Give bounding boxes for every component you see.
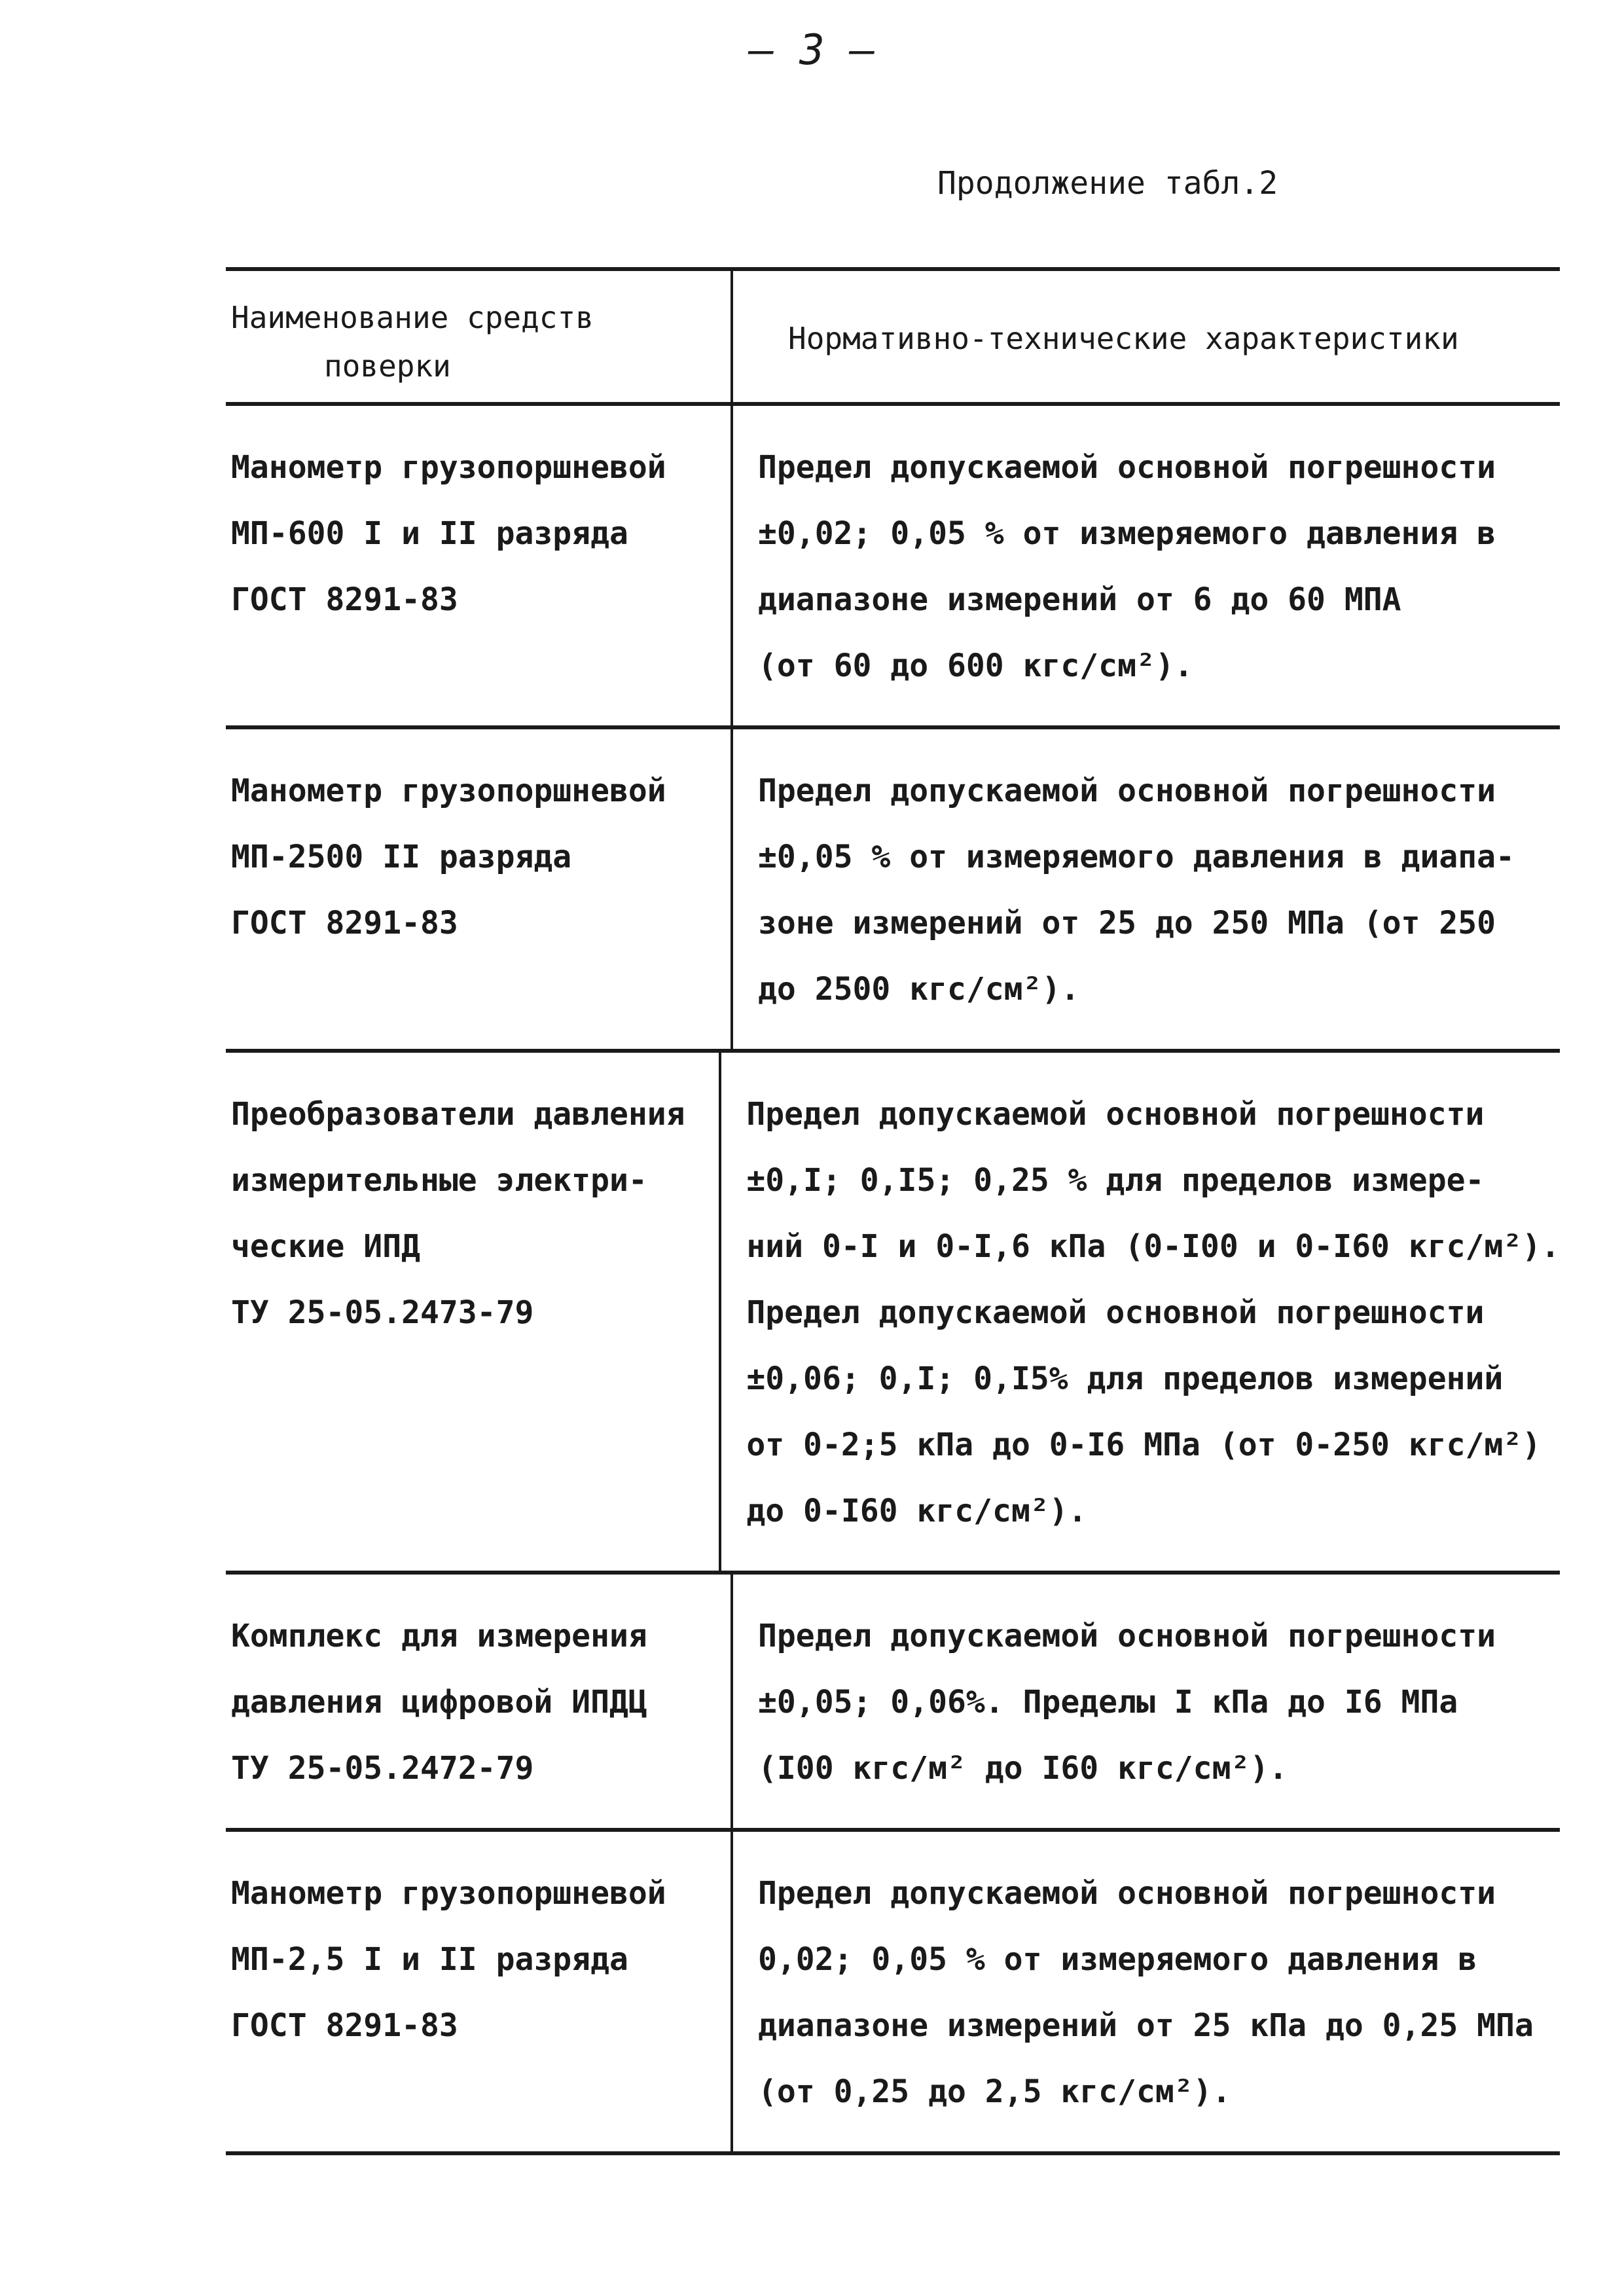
table-row	[226, 1053, 1560, 1575]
instrument-name-line: Манометр грузопоршневой	[231, 773, 666, 809]
verification-means-table	[226, 267, 1560, 2155]
specification-line: ±0,05; 0,06%. Пределы I кПа до I6 МПа	[758, 1684, 1458, 1721]
specification-line: ±0,06; 0,I; 0,I5% для пределов измерений	[746, 1360, 1504, 1397]
specification-line: Предел допускаемой основной погрешности	[758, 449, 1496, 486]
specification-line: от 0-2;5 кПа до 0-I6 МПа (от 0-250 кгс/м²)	[746, 1427, 1542, 1463]
table-body	[226, 406, 1560, 2151]
specification-line: Предел допускаемой основной погрешности	[746, 1096, 1485, 1133]
instrument-name-cell	[226, 1832, 733, 2151]
instrument-name-line: ГОСТ 8291-83	[231, 905, 458, 941]
specification-line: диапазоне измерений от 25 кПа до 0,25 МПа	[758, 2007, 1534, 2044]
specification-line: Предел допускаемой основной погрешности	[758, 773, 1496, 809]
instrument-name-line: Преобразователи давления	[231, 1096, 685, 1133]
table-row	[226, 1575, 1560, 1832]
instrument-name-line: ческие ИПД	[231, 1228, 420, 1265]
specification-line: ±0,02; 0,05 % от измеряемого давления в	[758, 515, 1496, 552]
instrument-name-line: ТУ 25-05.2472-79	[231, 1750, 534, 1787]
specification-line: до 0-I60 кгс/см²).	[746, 1493, 1087, 1529]
table-header	[226, 271, 1560, 406]
specification-cell	[721, 1053, 1560, 1571]
instrument-name-line: Манометр грузопоршневой	[231, 1875, 666, 1912]
instrument-name-line: Комплекс для измерения	[231, 1618, 647, 1654]
specification-line: 0,02; 0,05 % от измеряемого давления в	[758, 1941, 1477, 1978]
specification-line: ±0,05 % от измеряемого давления в диапа-	[758, 839, 1515, 875]
instrument-name-line: ГОСТ 8291-83	[231, 2007, 458, 2044]
header-name-line: поверки	[324, 348, 451, 384]
specification-line: ±0,I; 0,I5; 0,25 % для пределов измере-	[746, 1162, 1485, 1199]
specification-line: зоне измерений от 25 до 250 МПа (от 250	[758, 905, 1496, 941]
instrument-name-line: МП-2500 II разряда	[231, 839, 572, 875]
instrument-name-cell	[226, 1053, 721, 1571]
instrument-name-line: измерительные электри-	[231, 1162, 647, 1199]
page-number: — 3 —	[749, 26, 875, 75]
specification-line: Предел допускаемой основной погрешности	[758, 1618, 1496, 1654]
instrument-name-cell	[226, 729, 733, 1049]
instrument-name-line: ГОСТ 8291-83	[231, 581, 458, 618]
instrument-name-line: давления цифровой ИПДЦ	[231, 1684, 647, 1721]
specification-line: ний 0-I и 0-I,6 кПа (0-I00 и 0-I60 кгс/м²).	[746, 1228, 1560, 1265]
specification-line: (от 0,25 до 2,5 кгс/см²).	[758, 2073, 1231, 2110]
table-row	[226, 406, 1560, 729]
header-col-specs: Нормативно-технические характеристики	[788, 321, 1459, 356]
specification-cell	[733, 406, 1560, 725]
instrument-name-line: ТУ 25-05.2473-79	[231, 1294, 534, 1331]
specification-cell	[733, 729, 1560, 1049]
specification-line: (I00 кгс/м² до I60 кгс/см²).	[758, 1750, 1288, 1787]
specification-line: (от 60 до 600 кгс/см²).	[758, 647, 1193, 684]
instrument-name-cell	[226, 1575, 733, 1828]
table-row	[226, 729, 1560, 1053]
header-col-name	[226, 271, 733, 402]
table-row	[226, 1832, 1560, 2151]
instrument-name-line: МП-2,5 I и II разряда	[231, 1941, 628, 1978]
instrument-name-line: Манометр грузопоршневой	[231, 449, 666, 486]
specification-line: до 2500 кгс/см²).	[758, 971, 1080, 1008]
specification-cell	[733, 1575, 1560, 1828]
table-caption: Продолжение табл.2	[937, 165, 1278, 202]
instrument-name-line: МП-600 I и II разряда	[231, 515, 628, 552]
instrument-name-cell	[226, 406, 733, 725]
specification-line: Предел допускаемой основной погрешности	[746, 1294, 1485, 1331]
specification-line: Предел допускаемой основной погрешности	[758, 1875, 1496, 1912]
header-name-line: Наименование средств	[231, 300, 594, 335]
specification-line: диапазоне измерений от 6 до 60 МПА	[758, 581, 1401, 618]
specification-cell	[733, 1832, 1560, 2151]
